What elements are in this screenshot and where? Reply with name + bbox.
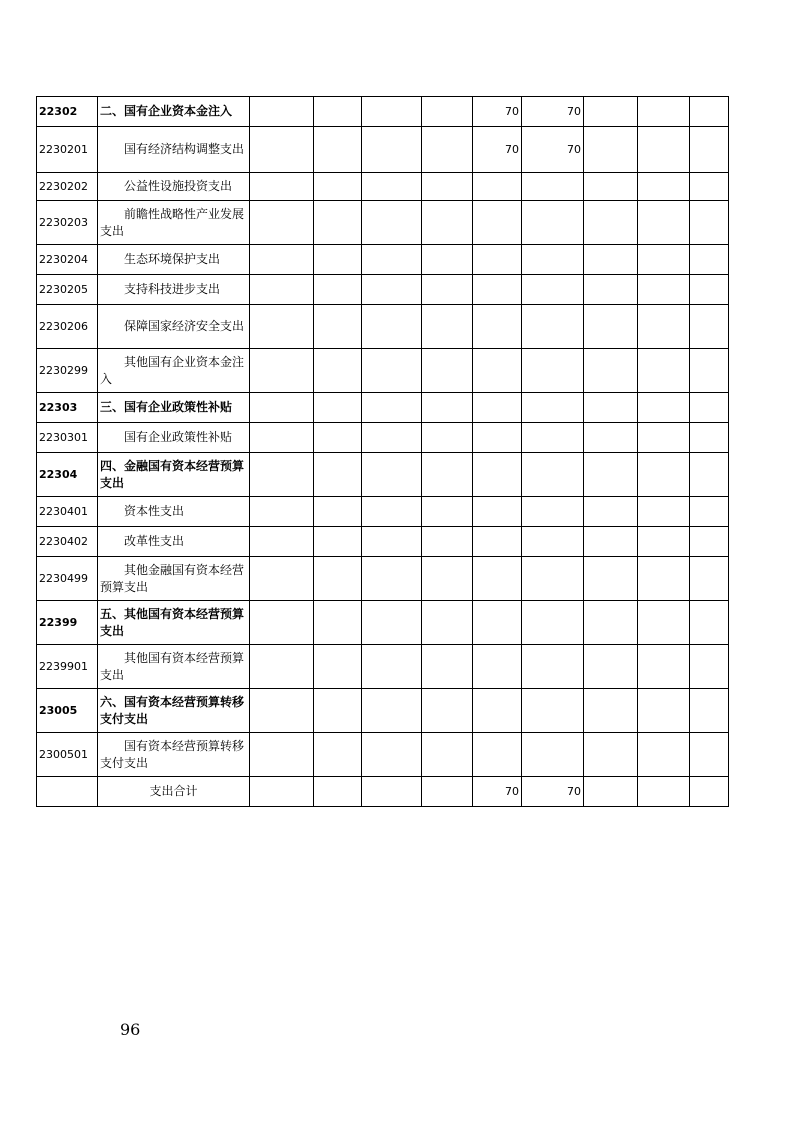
row-col-11	[690, 557, 729, 601]
row-col-5	[362, 349, 422, 393]
row-col-6	[422, 349, 473, 393]
row-col-9	[584, 393, 638, 423]
row-col-9	[584, 349, 638, 393]
row-col-8	[522, 497, 584, 527]
row-col-6	[422, 393, 473, 423]
row-code: 2230401	[37, 497, 98, 527]
row-col-4	[314, 127, 362, 173]
row-col-11	[690, 423, 729, 453]
table-row	[37, 127, 729, 173]
row-code: 22302	[37, 97, 98, 127]
row-col-8	[522, 453, 584, 497]
row-code: 22399	[37, 601, 98, 645]
row-col-10	[638, 497, 690, 527]
row-col-5	[362, 453, 422, 497]
total-col-3	[250, 777, 314, 807]
row-code: 2230205	[37, 275, 98, 305]
row-col-8	[522, 245, 584, 275]
row-col-9	[584, 245, 638, 275]
table-row	[37, 97, 729, 127]
row-col-10	[638, 423, 690, 453]
row-name: 国有资本经营预算转移支付支出	[98, 733, 250, 777]
row-col-3	[250, 497, 314, 527]
row-col-8	[522, 305, 584, 349]
row-col-6	[422, 497, 473, 527]
row-col-7: 70	[473, 97, 522, 127]
row-col-6	[422, 423, 473, 453]
row-col-9	[584, 527, 638, 557]
row-col-10	[638, 601, 690, 645]
row-col-4	[314, 453, 362, 497]
total-col-9	[584, 777, 638, 807]
row-col-8	[522, 645, 584, 689]
row-name: 五、其他国有资本经营预算支出	[98, 601, 250, 645]
row-name: 国有企业政策性补贴	[98, 423, 250, 453]
row-col-8	[522, 275, 584, 305]
row-name: 资本性支出	[98, 497, 250, 527]
row-col-10	[638, 275, 690, 305]
table-row	[37, 689, 729, 733]
row-col-3	[250, 305, 314, 349]
row-name: 支持科技进步支出	[98, 275, 250, 305]
row-col-5	[362, 245, 422, 275]
row-col-6	[422, 173, 473, 201]
row-col-4	[314, 527, 362, 557]
row-code: 22304	[37, 453, 98, 497]
page-number: 96	[120, 1020, 141, 1039]
row-code: 2230301	[37, 423, 98, 453]
total-col-5	[362, 777, 422, 807]
row-col-4	[314, 305, 362, 349]
row-col-4	[314, 645, 362, 689]
row-col-4	[314, 423, 362, 453]
row-col-7: 70	[473, 127, 522, 173]
row-col-11	[690, 173, 729, 201]
row-col-7	[473, 423, 522, 453]
row-col-11	[690, 645, 729, 689]
table-row	[37, 733, 729, 777]
row-name: 其他国有企业资本金注入	[98, 349, 250, 393]
row-col-6	[422, 645, 473, 689]
budget-table	[36, 96, 729, 807]
row-code: 2230202	[37, 173, 98, 201]
row-col-10	[638, 557, 690, 601]
row-col-3	[250, 127, 314, 173]
row-col-8	[522, 733, 584, 777]
row-name: 二、国有企业资本金注入	[98, 97, 250, 127]
row-col-8	[522, 173, 584, 201]
row-col-4	[314, 497, 362, 527]
row-col-9	[584, 497, 638, 527]
row-code: 2230201	[37, 127, 98, 173]
row-col-9	[584, 275, 638, 305]
row-col-5	[362, 689, 422, 733]
row-col-9	[584, 305, 638, 349]
row-col-5	[362, 173, 422, 201]
row-col-8	[522, 423, 584, 453]
row-col-4	[314, 393, 362, 423]
row-col-7	[473, 601, 522, 645]
row-col-10	[638, 305, 690, 349]
row-col-4	[314, 733, 362, 777]
row-code: 2300501	[37, 733, 98, 777]
row-col-9	[584, 601, 638, 645]
table-row	[37, 527, 729, 557]
row-col-11	[690, 349, 729, 393]
row-col-3	[250, 601, 314, 645]
row-code: 22303	[37, 393, 98, 423]
row-col-8	[522, 349, 584, 393]
row-code: 2230206	[37, 305, 98, 349]
row-code: 23005	[37, 689, 98, 733]
row-col-10	[638, 173, 690, 201]
table-row	[37, 245, 729, 275]
row-name: 生态环境保护支出	[98, 245, 250, 275]
row-col-7	[473, 497, 522, 527]
row-col-8	[522, 201, 584, 245]
row-col-9	[584, 423, 638, 453]
row-col-7	[473, 453, 522, 497]
total-col-7: 70	[473, 777, 522, 807]
row-col-3	[250, 275, 314, 305]
row-col-11	[690, 275, 729, 305]
row-col-5	[362, 127, 422, 173]
row-col-6	[422, 245, 473, 275]
row-col-9	[584, 689, 638, 733]
row-col-4	[314, 601, 362, 645]
row-col-6	[422, 601, 473, 645]
row-col-5	[362, 97, 422, 127]
row-col-5	[362, 601, 422, 645]
row-col-7	[473, 393, 522, 423]
row-code: 2230204	[37, 245, 98, 275]
row-name: 保障国家经济安全支出	[98, 305, 250, 349]
row-col-5	[362, 497, 422, 527]
row-col-5	[362, 527, 422, 557]
row-col-4	[314, 173, 362, 201]
row-col-3	[250, 645, 314, 689]
row-col-7	[473, 527, 522, 557]
row-col-3	[250, 173, 314, 201]
table-row	[37, 497, 729, 527]
row-name: 六、国有资本经营预算转移支付支出	[98, 689, 250, 733]
row-col-5	[362, 393, 422, 423]
row-col-6	[422, 97, 473, 127]
total-row	[37, 777, 729, 807]
row-col-3	[250, 733, 314, 777]
row-col-8	[522, 689, 584, 733]
row-col-9	[584, 453, 638, 497]
row-col-7	[473, 245, 522, 275]
row-col-10	[638, 127, 690, 173]
row-col-4	[314, 275, 362, 305]
row-col-6	[422, 527, 473, 557]
row-col-11	[690, 393, 729, 423]
row-col-3	[250, 393, 314, 423]
row-name: 改革性支出	[98, 527, 250, 557]
table-row	[37, 393, 729, 423]
row-name: 国有经济结构调整支出	[98, 127, 250, 173]
row-col-7	[473, 201, 522, 245]
row-col-10	[638, 645, 690, 689]
row-col-10	[638, 349, 690, 393]
table-row	[37, 453, 729, 497]
row-col-9	[584, 127, 638, 173]
total-col-11	[690, 777, 729, 807]
row-code: 2230402	[37, 527, 98, 557]
row-col-3	[250, 527, 314, 557]
row-col-10	[638, 527, 690, 557]
row-col-3	[250, 689, 314, 733]
total-code	[37, 777, 98, 807]
row-name: 前瞻性战略性产业发展支出	[98, 201, 250, 245]
row-col-3	[250, 245, 314, 275]
row-col-8	[522, 557, 584, 601]
row-col-8	[522, 393, 584, 423]
row-col-7	[473, 275, 522, 305]
row-col-4	[314, 557, 362, 601]
table-row	[37, 423, 729, 453]
row-col-9	[584, 173, 638, 201]
row-col-4	[314, 689, 362, 733]
row-col-6	[422, 453, 473, 497]
row-col-8	[522, 601, 584, 645]
row-col-11	[690, 689, 729, 733]
table-row	[37, 601, 729, 645]
row-col-6	[422, 201, 473, 245]
row-col-10	[638, 689, 690, 733]
row-name: 四、金融国有资本经营预算支出	[98, 453, 250, 497]
row-col-10	[638, 733, 690, 777]
table-row	[37, 645, 729, 689]
row-col-6	[422, 305, 473, 349]
row-code: 2239901	[37, 645, 98, 689]
row-col-11	[690, 601, 729, 645]
row-col-10	[638, 201, 690, 245]
row-col-3	[250, 557, 314, 601]
row-col-7	[473, 173, 522, 201]
row-col-5	[362, 733, 422, 777]
row-name: 其他国有资本经营预算支出	[98, 645, 250, 689]
row-col-4	[314, 245, 362, 275]
row-name: 公益性设施投资支出	[98, 173, 250, 201]
row-col-10	[638, 453, 690, 497]
row-col-5	[362, 645, 422, 689]
table-row	[37, 173, 729, 201]
row-code: 2230299	[37, 349, 98, 393]
row-code: 2230203	[37, 201, 98, 245]
row-col-7	[473, 557, 522, 601]
row-code: 2230499	[37, 557, 98, 601]
row-col-5	[362, 557, 422, 601]
row-col-9	[584, 557, 638, 601]
row-col-3	[250, 453, 314, 497]
row-col-9	[584, 201, 638, 245]
row-col-11	[690, 245, 729, 275]
total-col-4	[314, 777, 362, 807]
table-row	[37, 201, 729, 245]
row-col-5	[362, 275, 422, 305]
row-col-7	[473, 349, 522, 393]
row-col-4	[314, 97, 362, 127]
row-col-5	[362, 305, 422, 349]
row-col-8	[522, 527, 584, 557]
row-col-11	[690, 305, 729, 349]
row-col-8: 70	[522, 97, 584, 127]
row-col-11	[690, 97, 729, 127]
row-name: 三、国有企业政策性补贴	[98, 393, 250, 423]
row-col-6	[422, 733, 473, 777]
row-col-8: 70	[522, 127, 584, 173]
total-col-8: 70	[522, 777, 584, 807]
table-row	[37, 557, 729, 601]
total-col-6	[422, 777, 473, 807]
row-col-10	[638, 393, 690, 423]
row-col-11	[690, 733, 729, 777]
row-col-4	[314, 201, 362, 245]
row-col-10	[638, 245, 690, 275]
row-col-3	[250, 97, 314, 127]
table-body	[37, 97, 729, 807]
row-col-11	[690, 527, 729, 557]
row-col-7	[473, 645, 522, 689]
row-col-9	[584, 733, 638, 777]
total-label: 支出合计	[98, 777, 250, 807]
row-col-3	[250, 201, 314, 245]
row-col-3	[250, 423, 314, 453]
table-row	[37, 305, 729, 349]
row-col-9	[584, 97, 638, 127]
row-col-6	[422, 689, 473, 733]
row-col-11	[690, 453, 729, 497]
table-row	[37, 275, 729, 305]
row-col-6	[422, 275, 473, 305]
row-col-6	[422, 127, 473, 173]
row-col-7	[473, 733, 522, 777]
row-name: 其他金融国有资本经营预算支出	[98, 557, 250, 601]
row-col-10	[638, 97, 690, 127]
row-col-7	[473, 689, 522, 733]
row-col-11	[690, 497, 729, 527]
row-col-6	[422, 557, 473, 601]
row-col-5	[362, 423, 422, 453]
total-col-10	[638, 777, 690, 807]
row-col-7	[473, 305, 522, 349]
row-col-11	[690, 127, 729, 173]
row-col-4	[314, 349, 362, 393]
row-col-11	[690, 201, 729, 245]
row-col-3	[250, 349, 314, 393]
row-col-9	[584, 645, 638, 689]
row-col-5	[362, 201, 422, 245]
table-row	[37, 349, 729, 393]
